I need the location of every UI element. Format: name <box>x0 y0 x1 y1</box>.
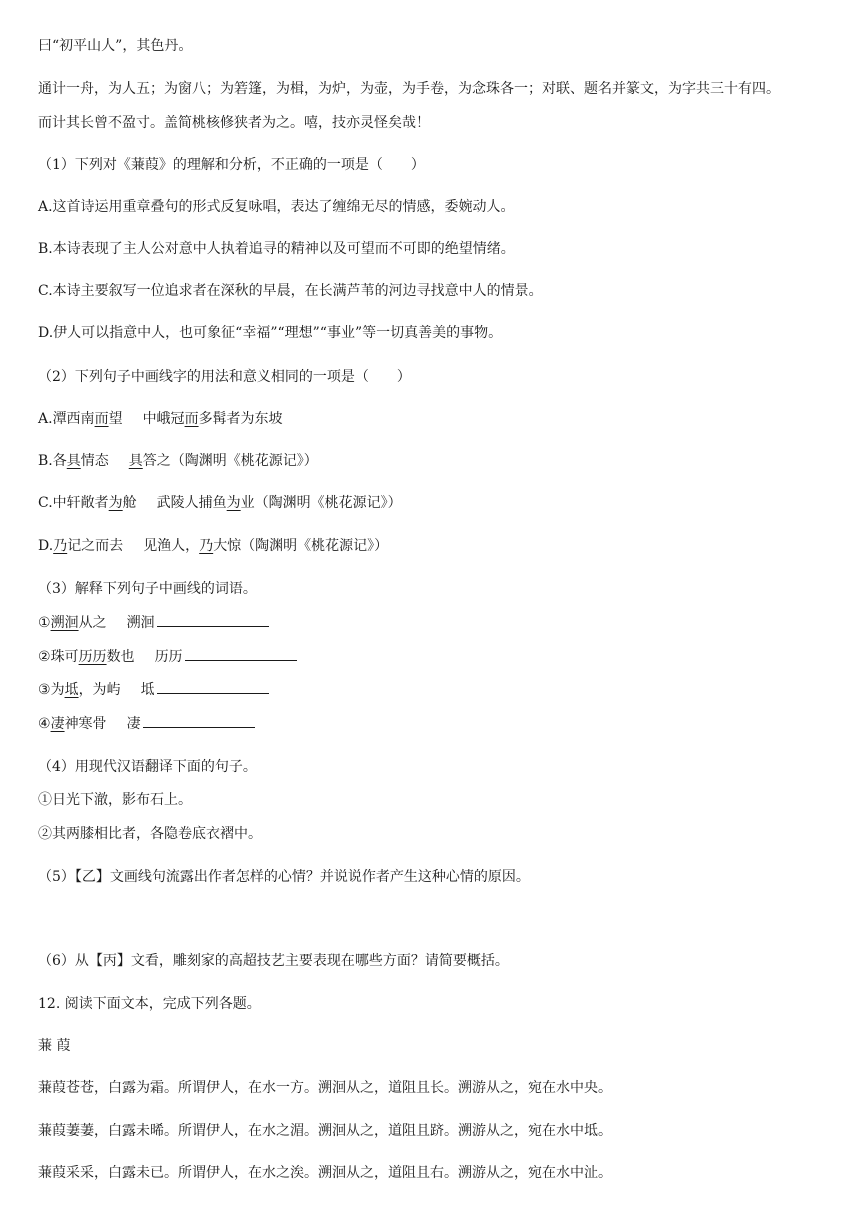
underlined-char: 而 <box>184 411 199 427</box>
question-4-sentence: ①日光下澈，影布石上。 <box>38 792 192 808</box>
text-line: 曰“初平山人”，其色丹。 <box>38 38 193 54</box>
question-1-option-a: A.这首诗运用重章叠句的形式反复咏唱，表达了缠绵无尽的情感，委婉动人。 <box>38 199 515 215</box>
text-line: 而计其长曾不盈寸。盖简桃核修狭者为之。嘻，技亦灵怪矣哉！ <box>38 115 430 131</box>
question-1-stem: （1）下列对《蒹葭》的理解和分析，不正确的一项是（ ） <box>38 157 425 173</box>
underlined-char: 为 <box>226 495 241 511</box>
underlined-word: 历历 <box>78 649 107 665</box>
text-line: 通计一舟，为人五；为窗八；为箬篷，为楫，为炉，为壶，为手卷，为念珠各一；对联、题名并篆文，为字共三十有四。 <box>38 81 780 97</box>
underlined-char: 具 <box>128 453 143 469</box>
question-3-item: ②珠可历历数也 历历 <box>38 646 297 667</box>
underlined-char: 乃 <box>199 538 214 554</box>
question-2-stem: （2）下列句子中画线字的用法和意义相同的一项是（ ） <box>38 369 411 385</box>
question-4-stem: （4）用现代汉语翻译下面的句子。 <box>38 759 257 775</box>
poem-stanza: 蒹葭采采，白露未已。所谓伊人，在水之涘。溯洄从之，道阻且右。溯游从之，宛在水中沚。 <box>38 1165 612 1181</box>
underlined-word: 溯洄 <box>50 615 79 631</box>
question-3-stem: （3）解释下列句子中画线的词语。 <box>38 581 257 597</box>
answer-blank[interactable] <box>185 646 297 661</box>
question-2-option-c: C.中轩敞者为舱 武陵人捕鱼为业（陶渊明《桃花源记》） <box>38 495 402 511</box>
answer-blank[interactable] <box>157 612 269 627</box>
underlined-word: 坻 <box>64 682 79 698</box>
underlined-word: 凄 <box>50 716 65 732</box>
question-12-heading: 12. 阅读下面文本，完成下列各题。 <box>38 996 261 1012</box>
question-1-option-c: C.本诗主要叙写一位追求者在深秋的早晨，在长满芦苇的河边寻找意中人的情景。 <box>38 283 543 299</box>
question-4-sentence: ②其两膝相比者，各隐卷底衣褶中。 <box>38 826 262 842</box>
poem-stanza: 蒹葭萋萋，白露未晞。所谓伊人，在水之湄。溯洄从之，道阻且跻。溯游从之，宛在水中坻。 <box>38 1123 612 1139</box>
answer-blank[interactable] <box>143 713 255 728</box>
question-3-item: ③为坻，为屿 坻 <box>38 679 269 700</box>
question-3-item: ④凄神寒骨 凄 <box>38 713 255 734</box>
underlined-char: 而 <box>94 411 109 427</box>
question-2-option-b: B.各具情态 具答之（陶渊明《桃花源记》） <box>38 453 318 469</box>
underlined-char: 乃 <box>53 538 68 554</box>
question-6-stem: （6）从【丙】文看，雕刻家的高超技艺主要表现在哪些方面？请简要概括。 <box>38 953 509 969</box>
question-2-option-d: D.乃记之而去 见渔人，乃大惊（陶渊明《桃花源记》） <box>38 538 389 554</box>
answer-blank[interactable] <box>157 679 269 694</box>
question-1-option-d: D.伊人可以指意中人，也可象征“幸福”“理想”“事业”等一切真善美的事物。 <box>38 325 503 341</box>
question-5-stem: （5）【乙】文画线句流露出作者怎样的心情？并说说作者产生这种心情的原因。 <box>38 869 530 885</box>
question-1-option-b: B.本诗表现了主人公对意中人执着追寻的精神以及可望而不可即的绝望情绪。 <box>38 241 515 257</box>
question-3-item: ①溯洄从之 溯洄 <box>38 612 269 633</box>
poem-title: 蒹 葭 <box>38 1038 71 1054</box>
question-2-option-a: A.潭西南而望 中峨冠而多髯者为东坡 <box>38 411 283 427</box>
underlined-char: 具 <box>66 453 81 469</box>
underlined-char: 为 <box>108 495 123 511</box>
poem-stanza: 蒹葭苍苍，白露为霜。所谓伊人，在水一方。溯洄从之，道阻且长。溯游从之，宛在水中央。 <box>38 1080 612 1096</box>
